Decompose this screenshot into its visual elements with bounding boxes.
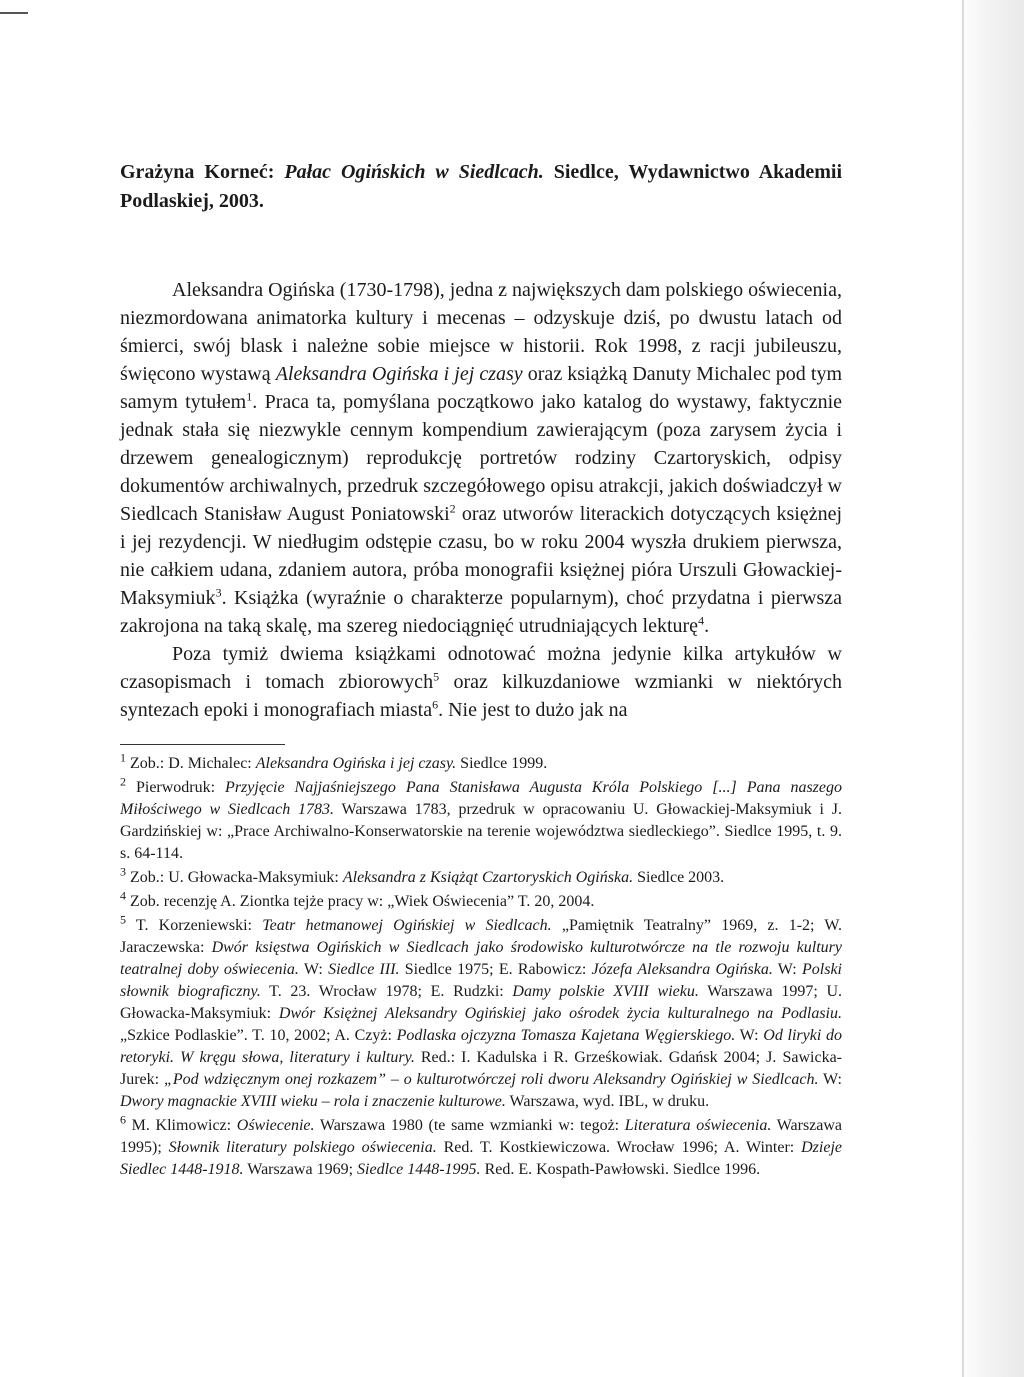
footnote-ref-4: 4 bbox=[698, 613, 705, 628]
review-heading bbox=[120, 158, 842, 216]
italic-title: Słownik literatury polskiego oświecenia. bbox=[168, 1139, 437, 1156]
scan-page-edge bbox=[958, 0, 1024, 1377]
italic-title: Dwór Księżnej Aleksandry Ogińskiej jako ośrodek życia kulturalnego na Podlasiu. bbox=[278, 1005, 842, 1022]
italic-title: „Pod wdzięcznym onej rozkazem” – o kulturotwórczej roli dworu Aleksandry Ogińskiej w Siedlcach. bbox=[163, 1071, 819, 1088]
italic-title: Teatr hetmanowej Ogińskiej w Siedlcach. bbox=[262, 917, 552, 934]
text-run: Aleksandra Ogińska (1730-1798), jedna z największych dam polskiego oświecenia, niezmordowana animatorka kultury i mecenas – odzyskuje dziś, po dwustu latach od śmierci, swój blask i należne sobie miejsce w historii. Rok 1998, z racji jubileuszu, święcono wystawą bbox=[120, 279, 842, 385]
footnote-ref-5: 5 bbox=[433, 669, 440, 684]
footnote-6 bbox=[120, 1112, 843, 1181]
footnote-4 bbox=[120, 888, 842, 913]
text-run: . Książka (wyraźnie o charakterze popularnym), choć przydatna i pierwsza zakrojona na taką skalę, ma szereg niedociągnięć utrudniających lekturę bbox=[120, 587, 842, 637]
footnote-2 bbox=[120, 774, 842, 865]
italic-title: Dwory magnackie XVIII wieku – rola i znaczenie kulturowe. bbox=[120, 1093, 506, 1110]
page-content bbox=[120, 150, 842, 1183]
italic-title: Podlaska ojczyzna Tomasza Kajetana Węgierskiego. bbox=[396, 1027, 736, 1044]
text-run: W: bbox=[818, 1071, 842, 1088]
text-run: Siedlce 2003. bbox=[633, 869, 725, 886]
text-run: M. Klimowicz: bbox=[131, 1117, 237, 1134]
paragraph-2 bbox=[120, 640, 842, 724]
footnote-1 bbox=[120, 750, 842, 775]
footnote-number: 1 bbox=[120, 750, 126, 765]
text-run: Zob. recenzję A. Ziontka tejże pracy w: „Wiek Oświecenia” T. 20, 2004. bbox=[130, 893, 595, 910]
text-run: W: bbox=[298, 961, 329, 978]
review-publisher: Siedlce, Wydawnictwo Akademii Podlaskiej, 2003. bbox=[120, 161, 843, 212]
italic-title: Aleksandra z Książąt Czartoryskich Ogińska. bbox=[342, 869, 634, 886]
italic-title: Dwór księstwa Ogińskich w Siedlcach jako środowisko kulturotwórcze na tle rozwoju kultury teatralnej doby oświecenia. bbox=[120, 939, 842, 978]
footnote-number: 5 bbox=[120, 912, 126, 927]
text-run: T. Korzeniewski: bbox=[135, 917, 263, 934]
text-run: Warszawa 1980 (te same wzmianki w: tegoż: bbox=[314, 1117, 625, 1134]
italic-title: Siedlce 1448-1995. bbox=[357, 1161, 481, 1178]
text-run: Red. E. Kospath-Pawłowski. Siedlce 1996. bbox=[480, 1161, 761, 1178]
italic-title: Literatura oświecenia. bbox=[624, 1117, 772, 1134]
text-run: Red. T. Kostkiewiczowa. Wrocław 1996; A. Winter: bbox=[436, 1139, 802, 1156]
text-run: T. 23. Wrocław 1978; E. Rudzki: bbox=[260, 983, 513, 1000]
footnote-5 bbox=[120, 912, 843, 1113]
italic-title: Damy polskie XVIII wieku. bbox=[512, 983, 699, 1000]
footnote-number: 4 bbox=[120, 888, 126, 903]
text-run: W: bbox=[772, 961, 802, 978]
text-run: Zob.: D. Michalec: bbox=[130, 755, 256, 772]
text-run: oraz utworów literackich dotyczących księżnej i jej rezydencji. W niedługim odstępie czasu, bo w roku 2004 wyszła drukiem pierwsza, nie całkiem udana, zdaniem autora, próba monografii księżnej pióra Urszuli Głowackiej-Maksymiuk bbox=[120, 503, 842, 609]
text-run: Warszawa 1995); bbox=[120, 1117, 843, 1156]
footnote-divider bbox=[120, 744, 285, 745]
italic-title: Oświecenie. bbox=[236, 1117, 315, 1134]
italic-title: Polski słownik biograficzny. bbox=[120, 961, 842, 1000]
scan-corner-mark bbox=[0, 12, 28, 14]
text-run: Pierwodruk: bbox=[135, 779, 226, 796]
text-run: Warszawa 1783, przedruk w opracowaniu U. Głowackiej-Maksymiuk i J. Gardzińskiej w: „Prace Archiwalno-Konserwatorskie na terenie województwa siedleckiego”. Siedlce 1995, t. 9. s. 64-114. bbox=[120, 801, 842, 862]
footnote-ref-2: 2 bbox=[449, 501, 456, 516]
text-run: Poza tymiż dwiema książkami odnotować można jedynie kilka artykułów w czasopismach i tomach zbiorowych bbox=[120, 643, 842, 693]
italic-title: Od liryki do retoryki. W kręgu słowa, literatury i kultury. bbox=[120, 1027, 842, 1066]
footnotes bbox=[120, 750, 843, 1181]
text-run: „Szkice Podlaskie”. T. 10, 2002; A. Czyż: bbox=[120, 1027, 397, 1044]
footnote-ref-3: 3 bbox=[215, 585, 222, 600]
text-run: Siedlce 1999. bbox=[456, 755, 548, 772]
scan-edge-line bbox=[962, 0, 964, 1377]
text-run: oraz kilkuzdaniowe wzmianki w niektórych syntezach epoki i monografiach miasta bbox=[120, 671, 842, 721]
footnote-number: 2 bbox=[120, 774, 126, 789]
footnote-3 bbox=[120, 864, 842, 889]
text-run: Warszawa 1969; bbox=[243, 1161, 358, 1178]
text-run: W: bbox=[735, 1027, 764, 1044]
italic-title: Aleksandra Ogińska i jej czasy. bbox=[255, 755, 457, 772]
italic-title: Józefa Aleksandra Ogińska. bbox=[591, 961, 773, 978]
footnote-number: 3 bbox=[120, 864, 126, 879]
footnote-ref-6: 6 bbox=[432, 697, 439, 712]
text-run: Siedlce 1975; E. Rabowicz: bbox=[399, 961, 592, 978]
italic-title: Siedlce III. bbox=[328, 961, 400, 978]
footnote-ref-1: 1 bbox=[246, 389, 253, 404]
text-run: . Praca ta, pomyślana początkowo jako katalog do wystawy, faktycznie jednak stała się niezwykle cennym kompendium zawierającym (poza zarysem życia i drzewem genealogicznym) reprodukcję portretów rodziny Czartoryskich, odpisy dokumentów archiwalnych, przedruk szczegółowego opisu atrakcji, jakich doświadczył w Siedlcach Stanisław August Poniatowski bbox=[120, 391, 842, 525]
italic-title: Aleksandra Ogińska i jej czasy bbox=[275, 363, 523, 385]
italic-title: Przyjęcie Najjaśniejszego Pana Stanisława Augusta Króla Polskiego [...] Pana naszego Miłościwego w Siedlcach 1783. bbox=[120, 779, 842, 818]
text-run: Zob.: U. Głowacka-Maksymiuk: bbox=[130, 869, 343, 886]
text-run: . bbox=[704, 615, 710, 637]
review-book-title: Pałac Ogińskich w Siedlcach. bbox=[284, 161, 544, 183]
text-run: „Pamiętnik Teatralny” 1969, z. 1-2; W. Jaraczewska: bbox=[120, 917, 843, 956]
italic-title: Dzieje Siedlec 1448-1918. bbox=[120, 1139, 842, 1178]
footnote-number: 6 bbox=[120, 1112, 126, 1127]
text-run: oraz książką Danuty Michalec pod tym samym tytułem bbox=[120, 363, 842, 413]
text-run: Warszawa 1997; U. Głowacka-Maksymiuk: bbox=[120, 983, 843, 1022]
review-author: Grażyna Korneć: bbox=[120, 161, 275, 183]
text-run: . Nie jest to dużo jak na bbox=[438, 699, 628, 721]
text-run: Red.: I. Kadulska i R. Grześkowiak. Gdańsk 2004; J. Sawicka-Jurek: bbox=[120, 1049, 842, 1088]
text-run: Warszawa, wyd. IBL, w druku. bbox=[505, 1093, 710, 1110]
paragraph-1 bbox=[120, 276, 842, 640]
